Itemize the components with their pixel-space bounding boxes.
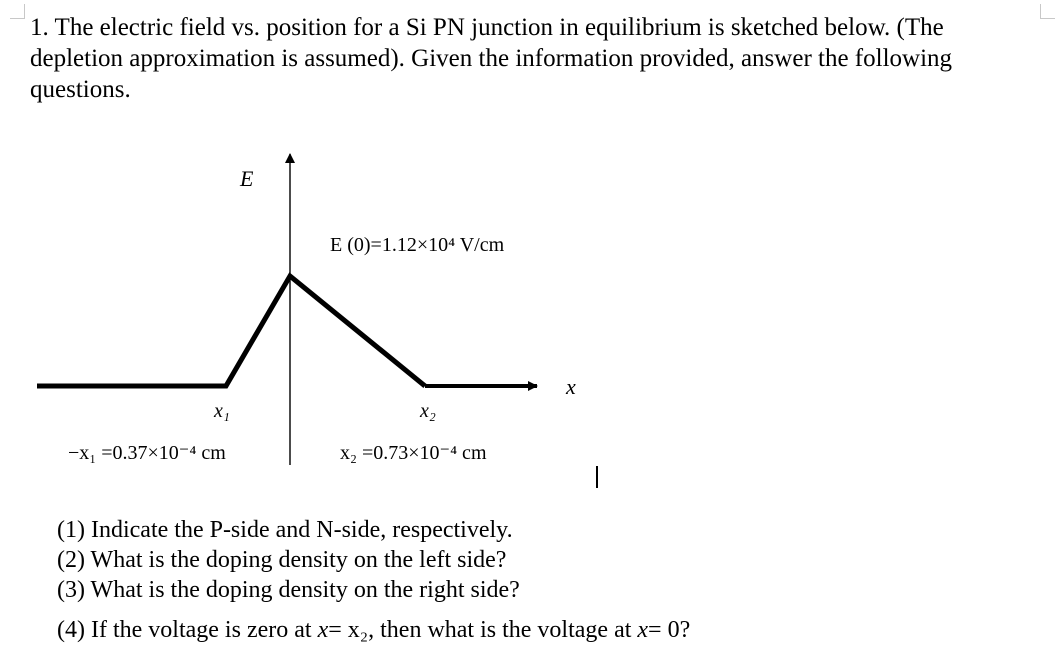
- question-4-variable-1: x: [317, 617, 329, 643]
- problem-line-3: questions.: [30, 76, 131, 103]
- text-cursor: [596, 466, 598, 488]
- peak-field-label: E (0)=1.12×10⁴ V/cm: [330, 234, 505, 256]
- question-4-middle: = x₂, then what is the voltage at: [328, 617, 638, 643]
- x1-point-label: x₁: [214, 400, 230, 422]
- x1-value-equation: −x₁ =0.37×10⁻⁴ cm: [68, 442, 226, 464]
- electric-field-figure: [0, 130, 1059, 500]
- x2-value-equation: x₂ =0.73×10⁻⁴ cm: [340, 442, 487, 464]
- electric-field-curve: [37, 276, 425, 386]
- problem-line-2: depletion approximation is assumed). Given the information provided, answer the following: [30, 45, 953, 72]
- problem-statement: [30, 12, 1040, 105]
- question-4-suffix: = 0?: [648, 617, 691, 643]
- page-corner-mark-right: [1040, 4, 1055, 19]
- question-list: [57, 515, 690, 645]
- x2-point-label: x₂: [420, 400, 436, 422]
- question-1: (1) Indicate the P-side and N-side, respectively.: [57, 517, 513, 543]
- question-3: (3) What is the doping density on the right side?: [57, 577, 520, 603]
- question-4-variable-2: x: [637, 617, 649, 643]
- x-axis-label: x: [566, 374, 576, 399]
- page-corner-mark-left: [10, 4, 25, 19]
- question-2: (2) What is the doping density on the left side?: [57, 547, 507, 573]
- question-4-prefix: (4) If the voltage is zero at: [57, 617, 318, 643]
- question-4: [57, 615, 690, 645]
- problem-line-1: 1. The electric field vs. position for a Si PN junction in equilibrium is sketched below. (The: [30, 14, 944, 41]
- y-axis-label: E: [240, 166, 254, 191]
